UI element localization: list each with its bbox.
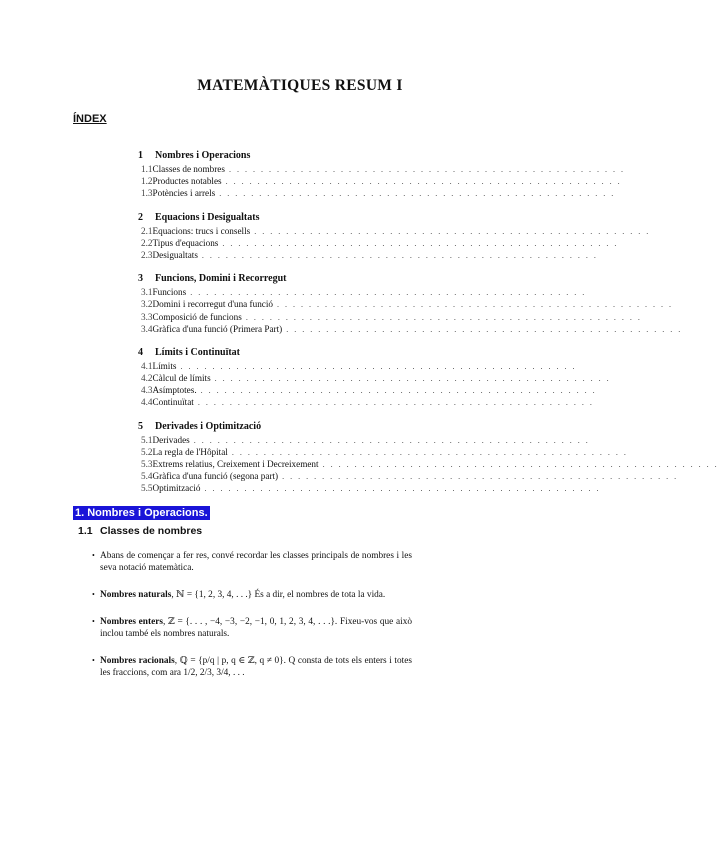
subsection-number: 1.1 [78,525,93,537]
toc-dot-leader: . . . . . . . . . . . . . . . . . . . . . . . . . . . . . . . . . . . . . . . . . . . . . . . . . . [277,300,674,310]
toc-dot-leader: . . . . . . . . . . . . . . . . . . . . . . . . . . . . . . . . . . . . . . . . . . . . . . . . . . [322,460,719,469]
toc-item[interactable] [138,360,577,372]
toc-item-title: La regla de l'Hôpital [152,446,228,457]
toc-item[interactable] [138,446,628,458]
bullet-item [92,616,412,640]
bullet-list [92,550,412,694]
toc-section-title[interactable] [138,347,464,359]
toc-section-number: 4 [138,346,143,358]
toc-section [138,150,625,200]
toc-item[interactable] [138,249,598,261]
index-heading: ÍNDEX [73,113,107,125]
toc-dot-leader: . . . . . . . . . . . . . . . . . . . . . . . . . . . . . . . . . . . . . . . . . . . . . . . . . . [193,435,590,445]
toc-dot-leader: . . . . . . . . . . . . . . . . . . . . . . . . . . . . . . . . . . . . . . . . . . . . . . . . . . [228,165,625,174]
bullet-body: , ℤ = {. . . , −4, −3, −2, −1, 0, 1, 2, 3, 4, . . .}. Fixeu-vos que això inclou també els nombres naturals. [100,617,412,639]
bullet-body: , ℕ = {1, 2, 3, 4, . . .} És a dir, el nombres de tota la vida. [171,590,386,600]
subsection-title: Classes de nombres [100,525,203,537]
toc-item-title: Desigualtats [152,249,198,260]
toc-item-number: 3.1 [141,287,153,298]
toc-dot-leader: . . . . . . . . . . . . . . . . . . . . . . . . . . . . . . . . . . . . . . . . . . . . . . . . . . [190,288,587,298]
toc-dot-leader: . . . . . . . . . . . . . . . . . . . . . . . . . . . . . . . . . . . . . . . . . . . . . . . . . . [225,177,622,187]
toc-dot-leader: . . . . . . . . . . . . . . . . . . . . . . . . . . . . . . . . . . . . . . . . . . . . . . . . . . [201,250,598,260]
bullet-body: Abans de començar a fer res, convé recordar les classes principals de nombres i les seva notació matemàtica. [100,551,412,573]
toc-section-title[interactable] [138,150,464,162]
toc-item[interactable] [138,396,594,408]
toc-dot-leader: . . . . . . . . . . . . . . . . . . . . . . . . . . . . . . . . . . . . . . . . . . . . . . . . . . [204,484,601,494]
toc-item-title: Càlcul de límits [152,373,211,384]
toc-item-title: Optimització [152,483,201,494]
toc-item-number: 2.3 [141,249,153,260]
toc-dot-leader: . . . . . . . . . . . . . . . . . . . . . . . . . . . . . . . . . . . . . . . . . . . . . . . . . . [222,238,619,248]
toc-dot-leader: . . . . . . . . . . . . . . . . . . . . . . . . . . . . . . . . . . . . . . . . . . . . . . . . . . [219,189,616,199]
toc-item-title: Equacions: trucs i consells [152,225,251,236]
toc-item-number: 1.3 [141,188,153,199]
toc-item-title: Classes de nombres [152,164,225,174]
toc-item-title: Límits [152,360,177,371]
toc-section-label: Funcions, Domini i Recorregut [155,273,287,285]
document-title: MATEMÀTIQUES RESUM I [197,77,403,94]
toc-dot-leader: . . . . . . . . . . . . . . . . . . . . . . . . . . . . . . . . . . . . . . . . . . . . . . . . . . [200,386,597,396]
toc-section-number: 1 [138,150,143,161]
toc-section [138,211,651,262]
toc-item[interactable] [138,237,619,249]
toc-section [138,273,683,335]
toc-section-title[interactable] [138,421,464,433]
bullet-dot-icon: • [92,590,95,599]
toc-dot-leader: . . . . . . . . . . . . . . . . . . . . . . . . . . . . . . . . . . . . . . . . . . . . . . . . . . [180,361,577,371]
toc-item[interactable] [138,470,679,482]
toc-item-number: 2.1 [141,225,153,236]
toc-item[interactable] [138,458,719,470]
bullet-term: Nombres naturals [100,590,172,600]
toc-item-number: 5.5 [141,483,153,494]
bullet-item [92,655,412,679]
toc-item-title: Potències i arrels [152,188,216,199]
toc-item-number: 1.1 [141,164,153,174]
toc-section-label: Nombres i Operacions [155,150,251,161]
toc-dot-leader: . . . . . . . . . . . . . . . . . . . . . . . . . . . . . . . . . . . . . . . . . . . . . . . . . . [214,374,611,384]
toc-dot-leader: . . . . . . . . . . . . . . . . . . . . . . . . . . . . . . . . . . . . . . . . . . . . . . . . . . [282,472,679,482]
toc-item-number: 2.2 [141,237,153,248]
toc-item-number: 5.3 [141,459,153,469]
toc-item[interactable] [138,323,683,335]
bullet-item [92,550,412,574]
bullet-term: Nombres enters [100,617,163,627]
toc-section-number: 3 [138,273,143,285]
toc-item-number: 4.4 [141,397,153,408]
toc-dot-leader: . . . . . . . . . . . . . . . . . . . . . . . . . . . . . . . . . . . . . . . . . . . . . . . . . . [231,447,628,457]
bullet-term: Nombres racionals [100,656,175,666]
toc-section-number: 5 [138,420,143,432]
toc-item-number: 3.2 [141,299,153,310]
toc-item-number: 5.2 [141,446,153,457]
toc-item[interactable] [138,372,611,384]
toc-item[interactable] [138,482,601,494]
toc-item-number: 3.4 [141,323,153,334]
bullet-body: , ℚ = {p/q | p, q ∈ ℤ, q ≠ 0}. Q consta de tots els enters i totes les fraccions, com ara 1/2, 2/3, 3/4, . . . [100,656,412,678]
toc-item-title: Asímptotes. [152,385,197,396]
toc-section-title[interactable] [138,273,464,285]
toc-dot-leader: . . . . . . . . . . . . . . . . . . . . . . . . . . . . . . . . . . . . . . . . . . . . . . . . . . [197,398,594,408]
toc-item[interactable] [138,311,642,323]
bullet-dot-icon: • [92,551,95,560]
section-heading: 1. Nombres i Operacions. [75,507,208,519]
toc-item[interactable] [138,434,590,446]
toc-item-title: Productes notables [152,176,222,187]
toc-item-title: Tipus d'equacions [152,237,219,248]
toc-section [138,346,611,409]
toc-item-title: Extrems relatius, Creixement i Decreixement [152,459,319,469]
toc-dot-leader: . . . . . . . . . . . . . . . . . . . . . . . . . . . . . . . . . . . . . . . . . . . . . . . . . . [245,312,642,322]
toc-item[interactable] [138,175,622,187]
toc-item[interactable] [138,187,616,199]
toc-item-number: 4.3 [141,385,153,396]
bullet-item [92,589,412,601]
toc-item[interactable] [138,163,625,175]
bullet-text [100,616,412,640]
toc-section-label: Límits i Continuïtat [155,346,241,358]
toc-item-number: 1.2 [141,176,153,187]
toc-item[interactable] [138,384,597,396]
table-of-contents [138,150,719,507]
toc-item-title: Composició de funcions [152,311,242,322]
toc-item-number: 4.2 [141,373,153,384]
bullet-text [100,655,412,679]
bullet-text [100,589,412,601]
toc-item-title: Derivades [152,434,190,445]
toc-section-label: Derivades i Optimització [155,420,262,432]
toc-item-number: 5.1 [141,434,153,445]
toc-item-number: 5.4 [141,471,153,482]
toc-item-title: Continuïtat [152,397,194,408]
toc-item[interactable] [138,225,651,237]
toc-item[interactable] [138,298,674,310]
toc-item-number: 4.1 [141,360,153,371]
toc-section [138,420,719,495]
toc-item-title: Domini i recorregut d'una funció [152,299,274,310]
toc-section-title[interactable] [138,212,464,224]
toc-item[interactable] [138,286,587,298]
bullet-text [100,550,412,574]
toc-item-title: Gràfica d'una funció (segona part) [152,471,279,482]
toc-item-title: Gràfica d'una funció (Primera Part) [152,323,283,334]
toc-dot-leader: . . . . . . . . . . . . . . . . . . . . . . . . . . . . . . . . . . . . . . . . . . . . . . . . . . [254,226,651,236]
toc-dot-leader: . . . . . . . . . . . . . . . . . . . . . . . . . . . . . . . . . . . . . . . . . . . . . . . . . . [286,324,683,334]
bullet-dot-icon: • [92,617,95,626]
toc-item-title: Funcions [152,287,187,298]
toc-item-number: 3.3 [141,311,153,322]
subsection-heading [78,525,202,537]
toc-section-label: Equacions i Desigualtats [155,211,260,223]
toc-section-number: 2 [138,211,143,223]
bullet-dot-icon: • [92,656,95,665]
